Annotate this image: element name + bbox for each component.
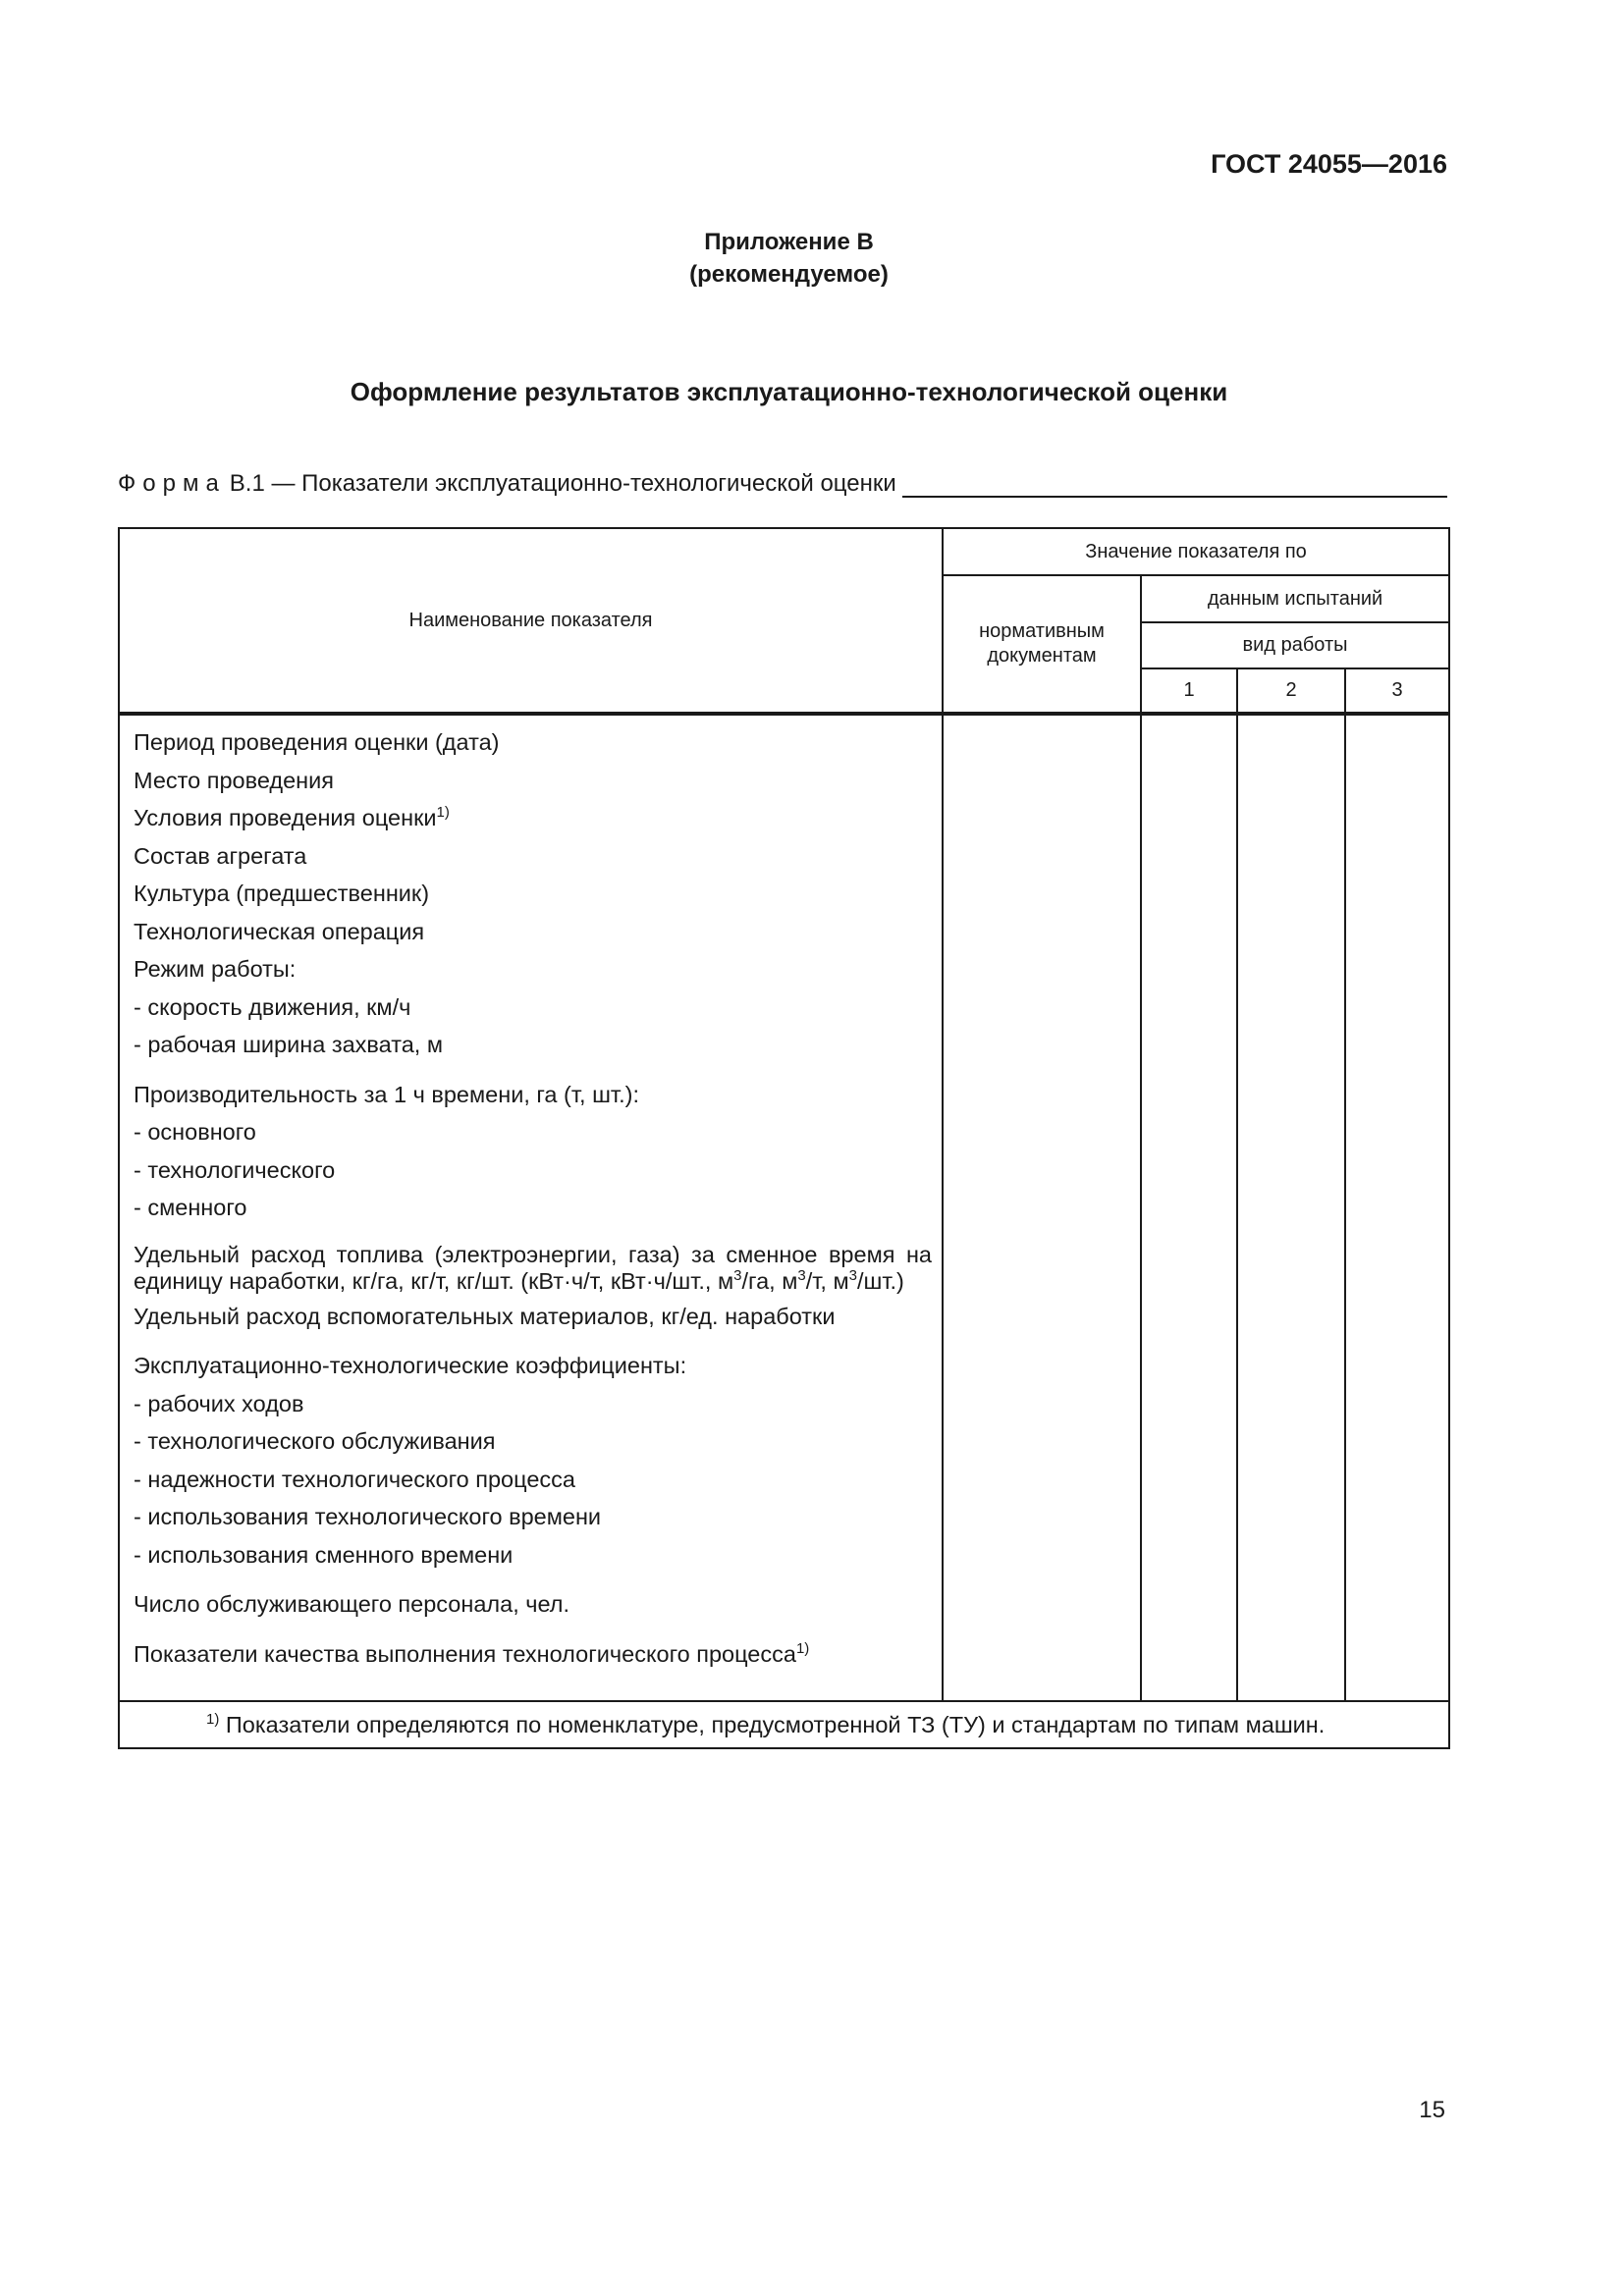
list-item: Период проведения оценки (дата) bbox=[134, 729, 500, 755]
value-normative-cell bbox=[943, 714, 1141, 1701]
list-item: - использования сменного времени bbox=[134, 1541, 514, 1568]
document-code: ГОСТ 24055—2016 bbox=[1211, 149, 1447, 179]
header-name: Наименование показателя bbox=[119, 528, 943, 714]
list-item: Технологическая операция bbox=[134, 918, 425, 944]
list-item: Число обслуживающего персонала, чел. bbox=[134, 1591, 570, 1617]
list-item-text: Показатели качества выполнения технологического процесса bbox=[134, 1640, 796, 1667]
list-item: Режим работы: bbox=[134, 956, 297, 982]
superscript: 3 bbox=[848, 1266, 857, 1284]
value-col-2-cell bbox=[1237, 714, 1345, 1701]
value-col-3-cell bbox=[1345, 714, 1449, 1701]
list-item: - использования технологического времени bbox=[134, 1504, 602, 1529]
list-item: - рабочих ходов bbox=[134, 1390, 304, 1416]
list-item: - скорость движения, км/ч bbox=[134, 993, 411, 1020]
form-blank-line bbox=[902, 474, 1447, 498]
page-number: 15 bbox=[1419, 2097, 1445, 2123]
list-item-text: /га, м bbox=[741, 1267, 798, 1294]
form-label: Форма bbox=[118, 470, 226, 497]
annex-title: Приложение В bbox=[704, 229, 874, 255]
list-item-text: /шт.) bbox=[856, 1267, 904, 1294]
footnote-text: Показатели определяются по номенклатуре, предусмотренной ТЗ (ТУ) и стандартам по типам машин. bbox=[225, 1711, 1326, 1737]
list-item: - технологического обслуживания bbox=[134, 1428, 496, 1454]
indicators-table bbox=[118, 527, 1450, 1749]
list-item-text: /т, м bbox=[805, 1267, 849, 1294]
list-item: Культура (предшественник) bbox=[134, 881, 430, 906]
list-item: - сменного bbox=[134, 1195, 247, 1220]
list-item: - рабочая ширина захвата, м bbox=[134, 1032, 443, 1057]
list-item bbox=[134, 1239, 932, 1298]
list-item-text: Условия проведения оценки bbox=[134, 805, 437, 830]
list-item: Место проведения bbox=[134, 767, 335, 793]
header-value: Значение показателя по bbox=[943, 528, 1449, 575]
header-test-data: данным испытаний bbox=[1141, 575, 1449, 622]
list-item bbox=[134, 799, 932, 837]
value-col-1-cell bbox=[1141, 714, 1237, 1701]
list-item-text: Удельный расход топлива (электроэнергии, газа) за сменное время на единицу наработки, кг/га, кг/т, кг/шт. (кВт·ч/т, кВт·ч/шт., м bbox=[134, 1241, 932, 1294]
list-item: Эксплуатационно-технологические коэффициенты: bbox=[134, 1353, 687, 1378]
list-item: Удельный расход вспомогательных материалов, кг/ед. наработки bbox=[134, 1303, 836, 1329]
list-item: - основного bbox=[134, 1119, 256, 1145]
list-item: Производительность за 1 ч времени, га (т, шт.): bbox=[134, 1081, 639, 1107]
footnote-ref: 1) bbox=[436, 804, 450, 822]
header-work-type: вид работы bbox=[1141, 622, 1449, 668]
annex-status: (рекомендуемое) bbox=[689, 261, 889, 288]
header-col-1: 1 bbox=[1141, 668, 1237, 714]
footnote-mark: 1) bbox=[206, 1710, 220, 1728]
header-col-2: 2 bbox=[1237, 668, 1345, 714]
footnote-ref: 1) bbox=[795, 1639, 810, 1657]
form-caption bbox=[118, 470, 1447, 498]
superscript: 3 bbox=[797, 1266, 806, 1284]
list-item: - технологического bbox=[134, 1156, 336, 1183]
list-item: Состав агрегата bbox=[134, 842, 307, 869]
header-normative: нормативным документам bbox=[943, 575, 1141, 714]
form-caption-text: В.1 — Показатели эксплуатационно-технологической оценки bbox=[229, 470, 896, 497]
header-col-3: 3 bbox=[1345, 668, 1449, 714]
indicator-list-cell bbox=[119, 714, 943, 1701]
section-title: Оформление результатов эксплуатационно-технологической оценки bbox=[350, 377, 1228, 406]
table-footnote bbox=[119, 1701, 1449, 1748]
indicator-list bbox=[120, 716, 942, 1673]
list-item: - надежности технологического процесса bbox=[134, 1466, 575, 1492]
annex-heading bbox=[0, 226, 1578, 291]
list-item bbox=[134, 1635, 932, 1674]
superscript: 3 bbox=[733, 1266, 742, 1284]
